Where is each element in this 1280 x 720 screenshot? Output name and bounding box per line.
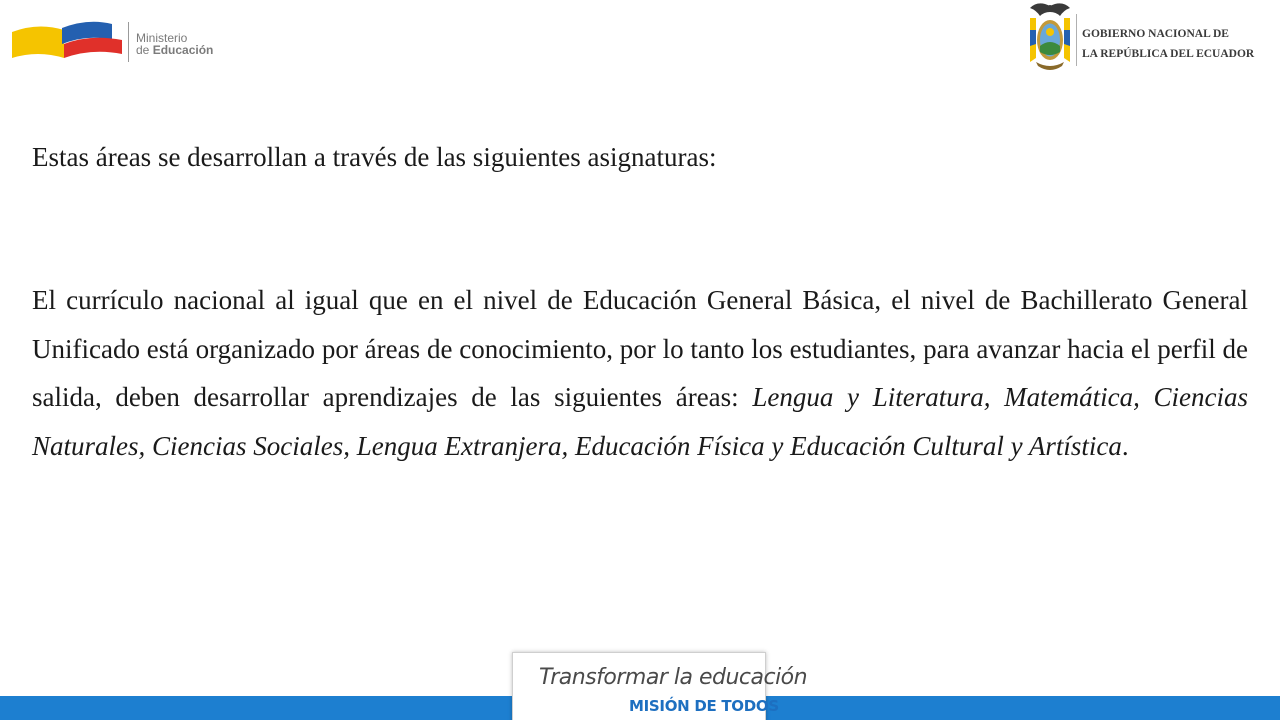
gobierno-line2: LA REPÚBLICA DEL ECUADOR xyxy=(1082,48,1255,60)
slide-paragraph xyxy=(32,276,1248,470)
slide-heading: Estas áreas se desarrollan a través de las siguientes asignaturas: xyxy=(32,142,717,172)
footer-mission: MISIÓN DE TODOS xyxy=(629,697,779,715)
paragraph-intro: El currículo nacional al igual que en el nivel de Educación General Básica, el nivel de Bachillerato General Unificado está organizado por áreas de conocimiento, por lo tanto los estudiantes, para avanzar hacia el perfil de salida, deben desarrollar aprendizajes de las siguientes áreas: xyxy=(32,285,1248,412)
logo-divider xyxy=(1076,14,1077,66)
ministerio-line2-prefix: de xyxy=(136,43,153,57)
footer-badge xyxy=(512,652,808,720)
ministerio-line2 xyxy=(136,44,213,56)
paragraph-subjects: Lengua y Literatura, Matemática, Ciencias Naturales, Ciencias Sociales, Lengua Extranjera, Educación Física y Educación Cultural y Artística xyxy=(32,382,1249,461)
ministerio-line1: Ministerio xyxy=(136,31,188,45)
gobierno-label xyxy=(1082,24,1254,64)
coat-of-arms-icon xyxy=(1026,0,1074,74)
ministerio-logo xyxy=(12,18,262,66)
ministerio-label xyxy=(136,32,213,56)
footer-slogan: Transformar la educación xyxy=(539,665,808,690)
ministerio-line2-bold: Educación xyxy=(152,43,214,57)
gobierno-logo xyxy=(1024,0,1280,76)
gobierno-line1: GOBIERNO NACIONAL DE xyxy=(1082,28,1229,40)
paragraph-end: . xyxy=(1121,430,1129,461)
ecuador-flag-icon xyxy=(12,18,124,62)
logo-divider xyxy=(128,22,129,62)
